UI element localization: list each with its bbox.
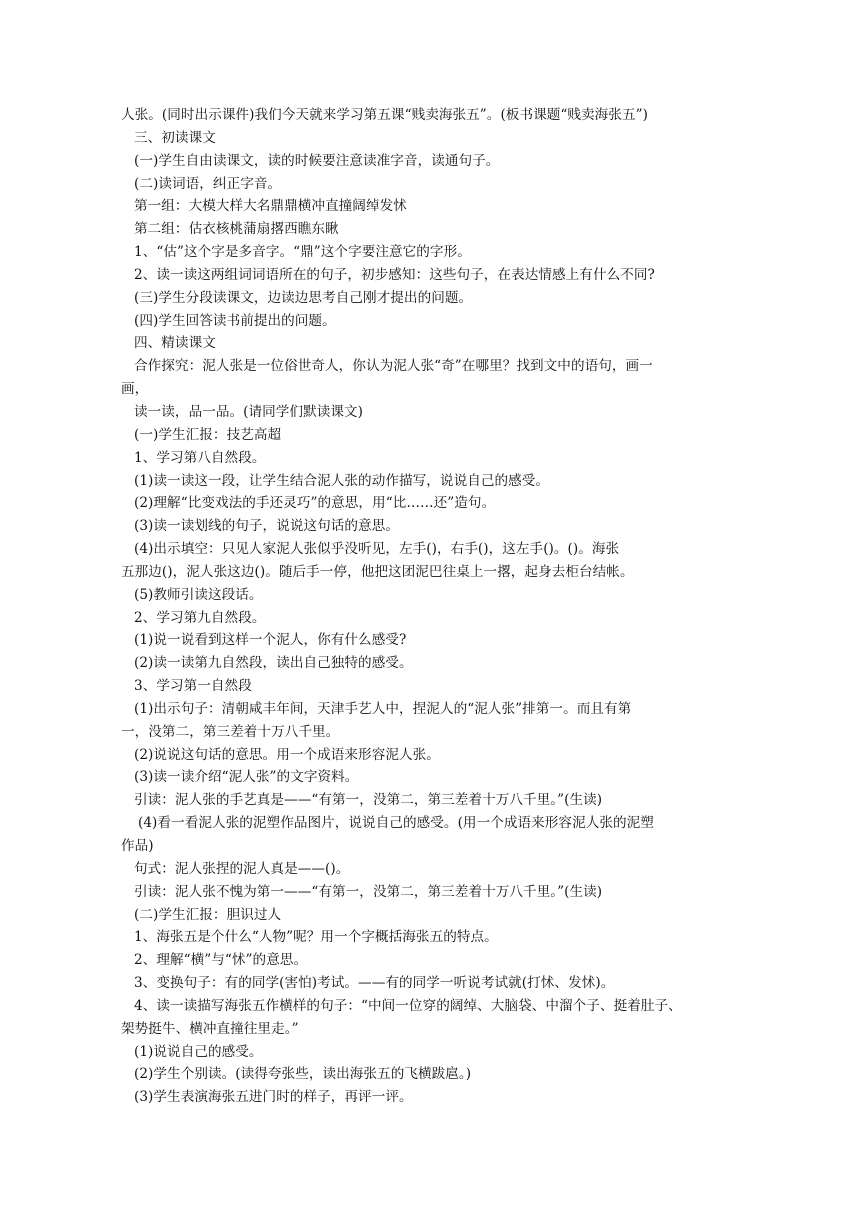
text-line: (3)读一读介绍“泥人张”的文字资料。 [134, 769, 359, 786]
text-line: (2)学生个别读。(读得夸张些，读出海张五的飞横跋扈。) [134, 1066, 472, 1083]
text-line: (1)说说自己的感受。 [134, 1043, 263, 1060]
text-line: 一，没第二，第三差着十万八千里。 [121, 723, 340, 740]
text-line: 2、学习第九自然段。 [134, 609, 266, 626]
text-line: (二)学生汇报：胆识过人 [134, 906, 282, 923]
text-line: 读一读，品一品。(请同学们默读课文) [134, 403, 364, 420]
document-body [121, 104, 739, 1109]
text-line: (3)读一读划线的句子，说说这句话的意思。 [134, 518, 399, 535]
section-heading: 三、初读课文 [134, 129, 216, 146]
text-line: 1、“估”这个字是多音字。“鼎”这个字要注意它的字形。 [134, 244, 471, 261]
text-line: 2、读一读这两组词词语所在的句子，初步感知：这些句子，在表达情感上有什么不同? [134, 266, 655, 283]
text-line: (三)学生分段读课文，边读边思考自己刚才提出的问题。 [134, 289, 473, 306]
text-line: 作品) [121, 838, 154, 854]
text-line: 句式：泥人张捏的泥人真是——()。 [134, 860, 350, 877]
text-line: (二)读词语，纠正字音。 [134, 175, 282, 192]
text-line: 2、理解“横”与“怵”的意思。 [134, 952, 308, 969]
text-line: 引读：泥人张不愧为第一——“有第一，没第二，第三差着十万八千里。”(生读) [134, 883, 603, 900]
section-heading: 四、精读课文 [134, 335, 216, 352]
text-line: (2)说说这句话的意思。用一个成语来形容泥人张。 [134, 746, 440, 763]
text-line: (1)出示句子：清朝咸丰年间，天津手艺人中，捏泥人的“泥人张”排第一。而且有第 [134, 700, 632, 717]
text-line: (一)学生自由读课文，读的时候要注意读准字音，读通句子。 [134, 152, 500, 169]
text-line: 引读：泥人张的手艺真是——“有第一，没第二，第三差着十万八千里。”(生读) [134, 792, 603, 809]
text-line: (1)读一读这一段，让学生结合泥人张的动作描写，说说自己的感受。 [134, 472, 550, 489]
text-line: (4)出示填空：只见人家泥人张似乎没听见，左手()，右手()，这左手()。()。海张 [134, 541, 620, 558]
text-line: 合作探究：泥人张是一位俗世奇人，你认为泥人张“奇”在哪里？找到文中的语句，画一 [134, 358, 653, 375]
text-line: (2)读一读第九自然段，读出自己独特的感受。 [134, 655, 413, 672]
text-line: 1、海张五是个什么“人物”呢？用一个字概括海张五的特点。 [134, 929, 498, 946]
text-line: 1、学习第八自然段。 [134, 449, 266, 466]
text-line: 3、变换句子：有的同学(害怕)考试。——有的同学一听说考试就(打怵、发怵)。 [134, 975, 615, 992]
text-line: (3)学生表演海张五进门时的样子，再评一评。 [134, 1089, 413, 1106]
text-line: 3、学习第一自然段 [134, 678, 252, 695]
text-line: (2)理解“比变戏法的手还灵巧”的意思，用“比……还”造句。 [134, 495, 496, 512]
text-line: 第一组：大模大样大名鼎鼎横冲直撞阔绰发怵 [134, 198, 407, 215]
text-line: 画， [121, 381, 149, 398]
text-line: 人张。(同时出示课件)我们今天就来学习第五课“贱卖海张五”。(板书课题“贱卖海张五”) [121, 107, 648, 123]
text-line: (1)说一说看到这样一个泥人，你有什么感受? [134, 632, 407, 649]
text-line: (四)学生回答读书前提出的问题。 [134, 312, 336, 329]
text-line: (一)学生汇报：技艺高超 [134, 426, 282, 443]
text-line: 五那边()，泥人张这边()。随后手一停，他把这团泥巴往桌上一撂，起身去柜台结帐。 [121, 563, 634, 580]
text-line: 4、读一读描写海张五作横样的句子：“中间一位穿的阔绰、大脑袋、中溜个子、挺着肚子、 [134, 997, 682, 1014]
text-line: (4)看一看泥人张的泥塑作品图片，说说自己的感受。(用一个成语来形容泥人张的泥塑 [138, 815, 654, 832]
text-line: (5)教师引读这段话。 [134, 586, 263, 603]
text-line: 架势挺牛、横冲直撞往里走。” [121, 1020, 299, 1037]
text-line: 第二组：估衣核桃蒲扇撂西瞧东瞅 [134, 221, 339, 238]
